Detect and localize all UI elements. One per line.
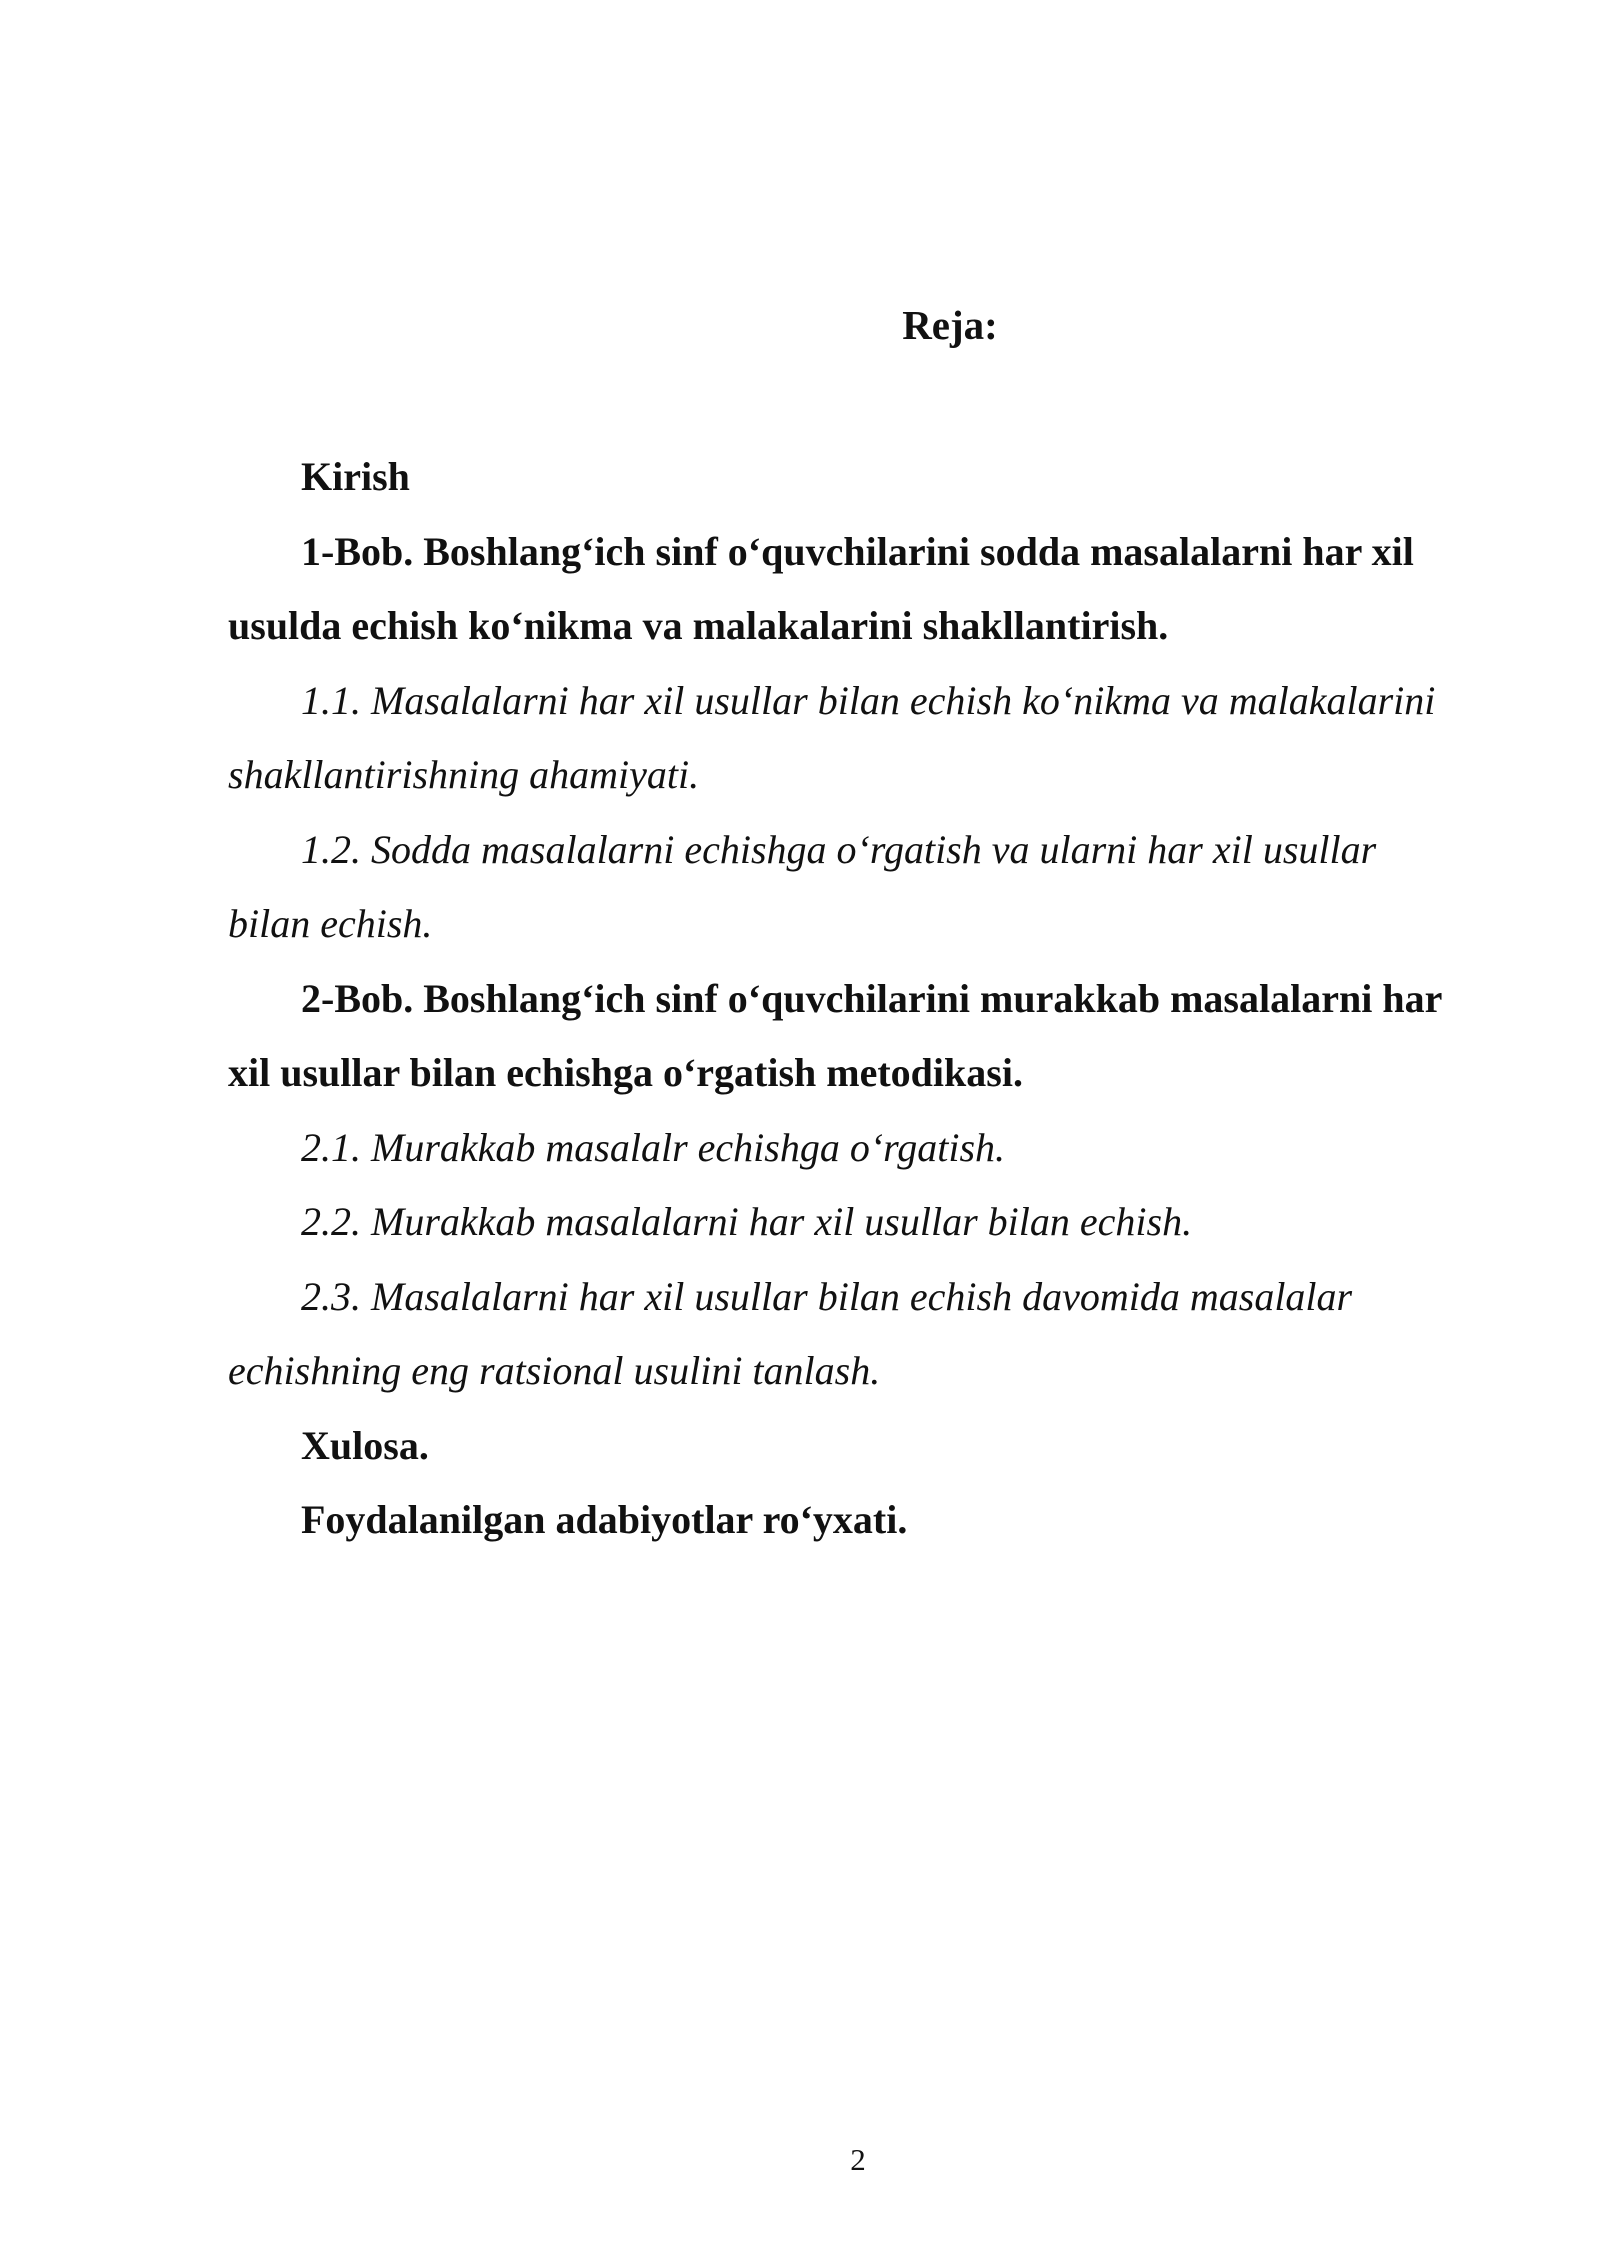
toc-entry-section-2-3: 2.3. Masalalarni har xil usullar bilan echish davomida masalalar echishning eng ratsional usulini tanlash. [228,1273,1353,1393]
toc-entry-conclusion: Xulosa. [301,1422,429,1468]
toc-entry-section-2-1: 2.1. Murakkab masalalr echishga o‘rgatish. [301,1124,1006,1170]
toc-entry-references: Foydalanilgan adabiyotlar ro‘yxati. [301,1497,908,1542]
toc-entry-chapter-1: 1-Bob. Boshlang‘ich sinf o‘quvchilarini sodda masalalarni har xil usulda echish ko‘nikma va malakalarini shakllantirish. [228,528,1414,648]
toc-entry-section-1-2: 1.2. Sodda masalalarni echishga o‘rgatish va ularni har xil usullar bilan echish. [228,826,1377,946]
table-of-contents [228,440,1468,1558]
plan-title: Reja: [902,302,998,348]
toc-entry-section-2-2: 2.2. Murakkab masalalarni har xil usullar bilan echish. [301,1199,1193,1244]
toc-entry-chapter-2: 2-Bob. Boshlang‘ich sinf o‘quvchilarini murakkab masalalarni har xil usullar bilan echishga o‘rgatish metodikasi. [228,975,1442,1095]
toc-entry-section-1-1: 1.1. Masalalarni har xil usullar bilan echish ko‘nikma va malakalarini shakllantirishning ahamiyati. [228,677,1436,797]
toc-entry-introduction: Kirish [301,454,410,499]
page-number: 2 [850,2142,866,2177]
